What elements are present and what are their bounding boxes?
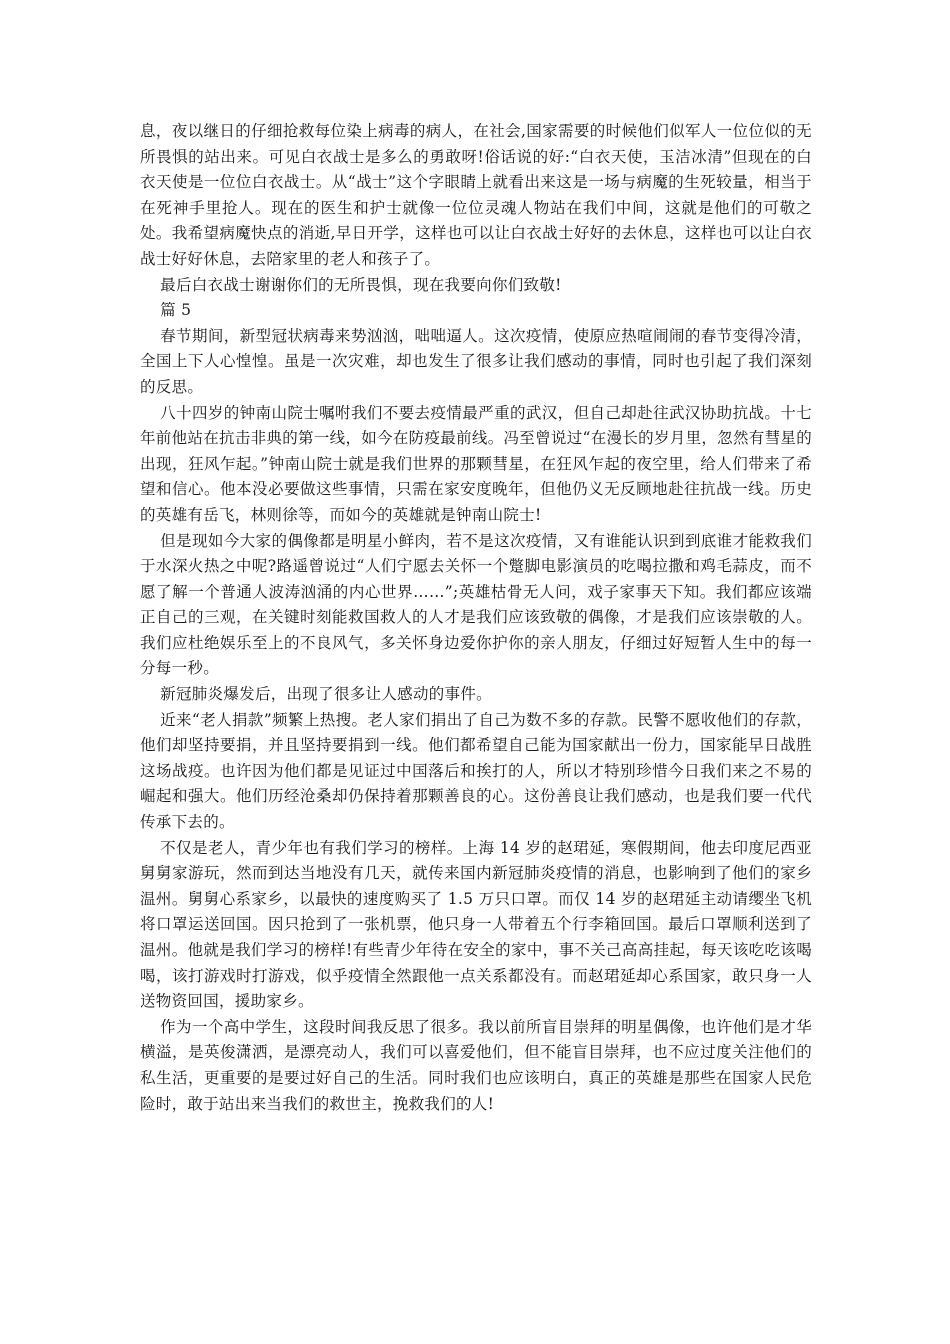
paragraph: 但是现如今大家的偶像都是明星小鲜肉，若不是这次疫情，又有谁能认识到到底谁才能救我们于水深火热之中呢?路遥曾说过“人们宁愿去关怀一个蹩脚电影演员的吃喝拉撒和鸡毛蒜皮，而不愿了解一个普通人波涛汹涌的内心世界……”;英雄枯骨无人问，戏子家事天下知。我们都应该端正自己的三观，在关键时刻能救国救人的人才是我们应该致敬的偶像，才是我们应该崇敬的人。我们应杜绝娱乐至上的不良风气，多关怀身边爱你护你的亲人朋友，仔细过好短暂人生中的每一分每一秒。 bbox=[140, 531, 812, 678]
paragraph: 作为一个高中学生，这段时间我反思了很多。我以前所盲目崇拜的明星偶像，也许他们是才华横溢，是英俊潇洒，是漂亮动人，我们可以喜爱他们，但不能盲目崇拜，也不应过度关注他们的私生活，更重要的是要过好自己的生活。同时我们也应该明白，真正的英雄是那些在国家人民危险时，敢于站出来当我们的救世主，挽救我们的人! bbox=[140, 1017, 812, 1113]
paragraph: 近来“老人捐款”频繁上热搜。老人家们捐出了自己为数不多的存款。民警不愿收他们的存款，他们却坚持要捐，并且坚持要捐到一线。他们都希望自己能为国家献出一份力，国家能早日战胜这场战疫。也许因为他们都是见证过中国落后和挨打的人，所以才特别珍惜今日我们来之不易的崛起和强大。他们历经沧桑却仍保持着那颗善良的心。这份善良让我们感动，也是我们要一代代传承下去的。 bbox=[140, 710, 812, 832]
section-heading: 篇 5 bbox=[160, 301, 192, 320]
paragraph: 春节期间，新型冠状病毒来势汹汹，咄咄逼人。这次疫情，使原应热喧闹闹的春节变得冷清，全国上下人心惶惶。虽是一次灾难，却也发生了很多让我们感动的事情，同时也引起了我们深刻的反思。 bbox=[140, 326, 812, 396]
paragraph: 八十四岁的钟南山院士嘱咐我们不要去疫情最严重的武汉，但自己却赴往武汉协助抗战。十七年前他站在抗击非典的第一线，如今在防疫最前线。冯至曾说过“在漫长的岁月里，忽然有彗星的出现，狂风乍起。”钟南山院士就是我们世界的那颗彗星，在狂风乍起的夜空里，给人们带来了希望和信心。他本没必要做这些事情，只需在家安度晚年，但他仍义无反顾地赴往抗战一线。历史的英雄有岳飞，林则徐等，而如今的英雄就是钟南山院士! bbox=[140, 403, 812, 524]
paragraph: 新冠肺炎爆发后，出现了很多让人感动的事件。 bbox=[160, 685, 492, 704]
paragraph: 息，夜以继日的仔细抢救每位染上病毒的病人，在社会,国家需要的时候他们似军人一位位似的无所畏惧的站出来。可见白衣战士是多么的勇敢呀!俗话说的好:“白衣天使，玉洁冰清”但现在的白衣天使是一位位白衣战士。从“战士”这个字眼睛上就看出来这是一场与病魔的生死较量，相当于在死神手里抢人。现在的医生和护士就像一位位灵魂人物站在我们中间，这就是他们的可敬之处。我希望病魔快点的消逝,早日开学，这样也可以让白衣战士好好的去休息，这样也可以让白衣战士好好休息，去陪家里的老人和孩子了。 bbox=[140, 122, 812, 268]
paragraph: 最后白衣战士谢谢你们的无所畏惧，现在我要向你们致敬! bbox=[160, 275, 562, 294]
paragraph: 不仅是老人，青少年也有我们学习的榜样。上海 14 岁的赵珺延，寒假期间，他去印度尼西亚舅舅家游玩，然而到达当地没有几天，就传来国内新冠肺炎疫情的消息，也影响到了他们的家乡温州。舅舅心系家乡，以最快的速度购买了 1.5 万只口罩。而仅 14 岁的赵珺延主动请缨坐飞机将口罩运送回国。因只抢到了一张机票，他只身一人带着五个行李箱回国。最后口罩顺利送到了温州。他就是我们学习的榜样!有些青少年待在安全的家中，事不关己高高挂起，每天该吃吃该喝喝，该打游戏时打游戏，似乎疫情全然跟他一点关系都没有。而赵珺延却心系国家，敢只身一人送物资回国，援助家乡。 bbox=[140, 838, 812, 1011]
document-body bbox=[140, 119, 812, 1117]
